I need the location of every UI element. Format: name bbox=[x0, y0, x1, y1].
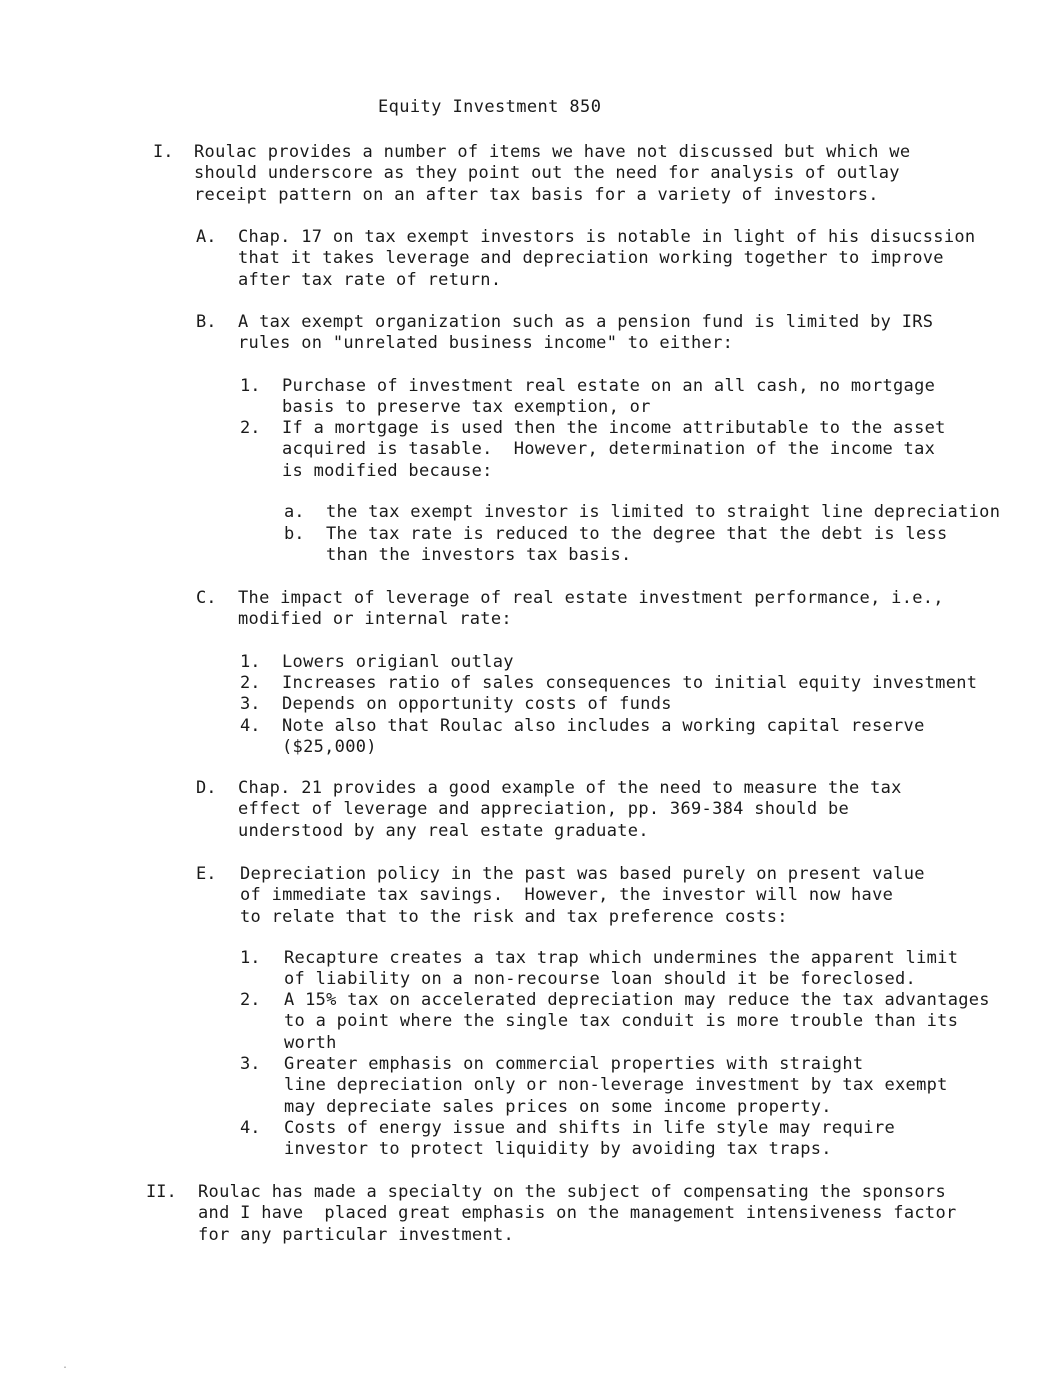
section-marker: II. bbox=[146, 1182, 177, 1202]
text-line: Costs of energy issue and shifts in life style may require bbox=[284, 1118, 896, 1138]
subsection-marker: B. bbox=[196, 312, 217, 332]
text-line: Increases ratio of sales consequences to initial equity investment bbox=[282, 673, 978, 693]
text-line: for any particular investment. bbox=[198, 1224, 515, 1245]
list-marker: 1. bbox=[240, 948, 261, 968]
text-line: of immediate tax savings. However, the investor will now have bbox=[240, 885, 894, 906]
text-line: Chap. 21 provides a good example of the need to measure the tax bbox=[238, 778, 902, 798]
list-item bbox=[282, 716, 925, 759]
list-item bbox=[284, 990, 990, 1054]
list-marker: 2. bbox=[240, 990, 261, 1010]
list-item bbox=[282, 673, 977, 694]
list-marker: 1. bbox=[240, 652, 261, 672]
text-line: receipt pattern on an after tax basis for a variety of investors. bbox=[194, 184, 879, 205]
section-marker: I. bbox=[153, 142, 174, 162]
subsection-paragraph bbox=[238, 227, 975, 291]
list-item bbox=[282, 694, 672, 715]
section-paragraph bbox=[194, 142, 910, 206]
text-line: Purchase of investment real estate on an all cash, no mortgage bbox=[282, 376, 936, 396]
sublist-marker: a. bbox=[284, 502, 305, 522]
text-line: to a point where the single tax conduit is more trouble than its bbox=[284, 1011, 959, 1032]
subsection-paragraph bbox=[238, 312, 933, 355]
scan-speck: . bbox=[62, 1360, 69, 1371]
text-line: basis to preserve tax exemption, or bbox=[282, 397, 651, 418]
subsection-paragraph bbox=[240, 864, 925, 928]
list-marker: 1. bbox=[240, 376, 261, 396]
text-line: Recapture creates a tax trap which undermines the apparent limit bbox=[284, 948, 959, 968]
text-line: line depreciation only or non-leverage investment by tax exempt bbox=[284, 1075, 948, 1096]
list-item bbox=[284, 948, 958, 991]
list-marker: 3. bbox=[240, 1054, 261, 1074]
list-item bbox=[284, 1118, 895, 1161]
text-line: modified or internal rate: bbox=[238, 609, 512, 630]
text-line: A 15% tax on accelerated depreciation may reduce the tax advantages bbox=[284, 990, 990, 1010]
list-marker: 2. bbox=[240, 673, 261, 693]
text-line: the tax exempt investor is limited to straight line depreciation bbox=[326, 502, 1001, 522]
text-line: Note also that Roulac also includes a working capital reserve bbox=[282, 716, 925, 736]
text-line: should underscore as they point out the need for analysis of outlay bbox=[194, 163, 900, 184]
text-line: investor to protect liquidity by avoiding tax traps. bbox=[284, 1139, 832, 1160]
text-line: understood by any real estate graduate. bbox=[238, 820, 649, 841]
text-line: effect of leverage and appreciation, pp. 369-384 should be bbox=[238, 799, 850, 820]
list-marker: 2. bbox=[240, 418, 261, 438]
text-line: Roulac has made a specialty on the subject of compensating the sponsors bbox=[198, 1182, 946, 1202]
list-marker: 4. bbox=[240, 1118, 261, 1138]
sublist-marker: b. bbox=[284, 524, 305, 544]
text-line: and I have placed great emphasis on the management intensiveness factor bbox=[198, 1203, 957, 1224]
subsection-paragraph bbox=[238, 778, 902, 842]
list-item bbox=[282, 376, 935, 419]
subsection-marker: D. bbox=[196, 778, 217, 798]
text-line: acquired is tasable. However, determination of the income tax bbox=[282, 439, 936, 460]
text-line: than the investors tax basis. bbox=[326, 545, 632, 566]
page-title: Equity Investment 850 bbox=[378, 97, 602, 117]
list-item bbox=[282, 652, 514, 673]
text-line: If a mortgage is used then the income attributable to the asset bbox=[282, 418, 946, 438]
subsection-marker: E. bbox=[196, 864, 217, 884]
text-line: Greater emphasis on commercial properties with straight bbox=[284, 1054, 864, 1074]
text-line: A tax exempt organization such as a pension fund is limited by IRS bbox=[238, 312, 934, 332]
sublist-item bbox=[326, 524, 948, 567]
subsection-marker: A. bbox=[196, 227, 217, 247]
text-line: after tax rate of return. bbox=[238, 269, 502, 290]
text-line: Lowers origianl outlay bbox=[282, 652, 514, 672]
text-line: Depends on opportunity costs of funds bbox=[282, 694, 672, 714]
text-line: rules on "unrelated business income" to either: bbox=[238, 333, 734, 354]
list-item bbox=[284, 1054, 948, 1118]
text-line: may depreciate sales prices on some income property. bbox=[284, 1096, 832, 1117]
text-line: to relate that to the risk and tax preference costs: bbox=[240, 906, 788, 927]
section-paragraph bbox=[198, 1182, 957, 1246]
list-marker: 3. bbox=[240, 694, 261, 714]
text-line: The tax rate is reduced to the degree that the debt is less bbox=[326, 524, 948, 544]
list-item bbox=[282, 418, 946, 482]
list-marker: 4. bbox=[240, 716, 261, 736]
text-line: Roulac provides a number of items we have not discussed but which we bbox=[194, 142, 911, 162]
text-line: The impact of leverage of real estate investment performance, i.e., bbox=[238, 588, 944, 608]
text-line: that it takes leverage and depreciation working together to improve bbox=[238, 248, 944, 269]
text-line: of liability on a non-recourse loan should it be foreclosed. bbox=[284, 969, 917, 990]
text-line: ($25,000) bbox=[282, 737, 377, 758]
text-line: is modified because: bbox=[282, 460, 493, 481]
subsection-marker: C. bbox=[196, 588, 217, 608]
subsection-paragraph bbox=[238, 588, 944, 631]
text-line: Depreciation policy in the past was based purely on present value bbox=[240, 864, 925, 884]
text-line: Chap. 17 on tax exempt investors is notable in light of his disucssion bbox=[238, 227, 976, 247]
text-line: worth bbox=[284, 1032, 337, 1053]
sublist-item bbox=[326, 502, 1000, 523]
